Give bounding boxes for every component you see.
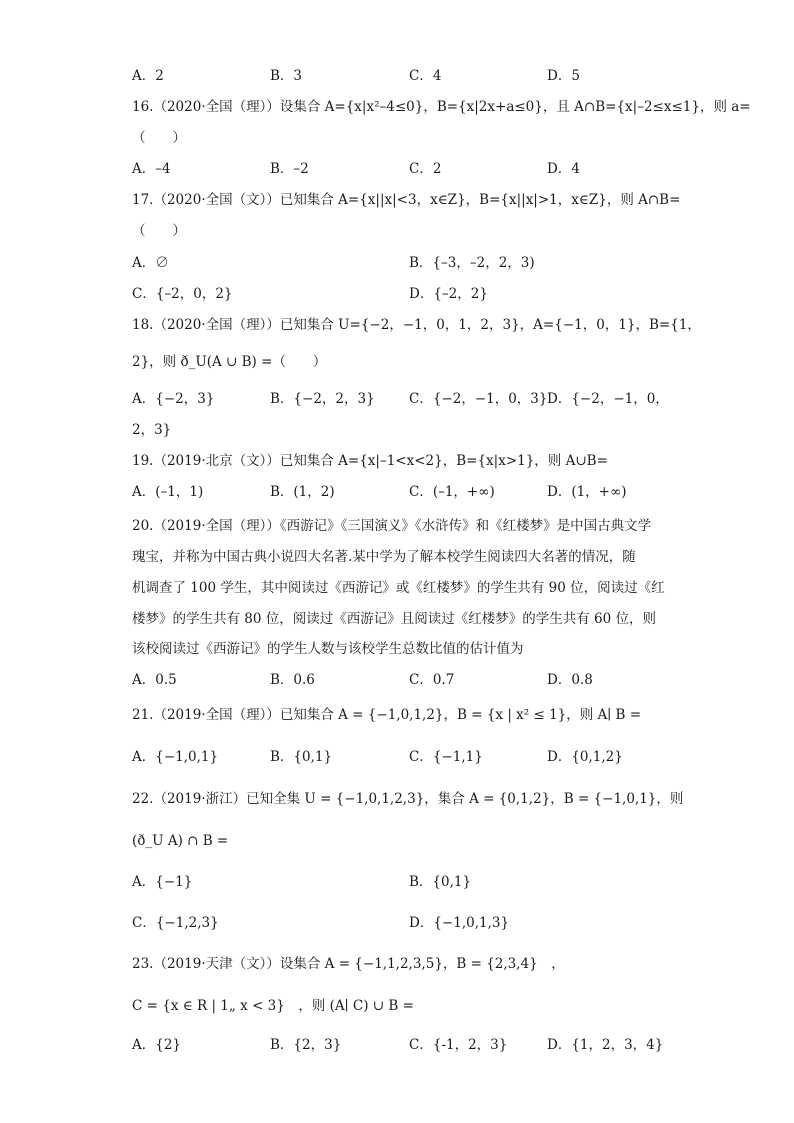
q19-option-a: A．(–1，1)	[132, 484, 204, 500]
q18-option-a: A．{−2，3}	[132, 391, 215, 407]
q20-stem-line-5: 该校阅读过《西游记》的学生人数与该校学生总数比值的估计值为	[132, 641, 524, 657]
q20-stem-line-1: 20.（2019·全国（理））《西游记》《三国演义》《水浒传》和《红楼梦》是中国古典文学	[132, 518, 652, 534]
q15-option-b: B．3	[270, 68, 303, 84]
q22-option-b: B．{0,1}	[409, 874, 472, 890]
q22-option-d: D．{−1,0,1,3}	[409, 915, 510, 931]
q18-option-c: C．{−2，−1，0，3}	[409, 391, 548, 407]
q21-option-a: A．{−1,0,1}	[132, 749, 219, 765]
q21-option-b: B．{0,1}	[270, 749, 333, 765]
q19-option-d: D．(1，+∞)	[547, 484, 627, 500]
q17-stem-line-2: （ ）	[132, 223, 186, 239]
q20-option-a: A．0.5	[132, 672, 177, 688]
q17-option-d: D．{–2，2}	[409, 286, 488, 302]
q16-stem-line-2: （ ）	[132, 130, 186, 146]
q16-option-a: A．–4	[132, 161, 171, 177]
q17-option-c: C．{–2，0，2}	[132, 286, 233, 302]
q18-option-d-continued: 2，3}	[132, 422, 172, 438]
q20-option-d: D．0.8	[547, 672, 593, 688]
q16-option-c: C．2	[409, 161, 442, 177]
q17-stem-line-1: 17.（2020·全国（文））已知集合 A={x||x|<3，x∈Z}，B={x||x|>1，x∈Z}，则 A∩B=	[132, 192, 681, 208]
q18-stem-line-1: 18.（2020·全国（理））已知集合 U={−2，−1，0，1，2，3}，A={−1，0，1}，B={1，	[132, 317, 701, 333]
q22-option-c: C．{−1,2,3}	[132, 915, 219, 931]
q23-option-b: B．{2，3}	[270, 1037, 342, 1053]
q20-stem-line-2: 瑰宝，并称为中国古典小说四大名著.某中学为了解本校学生阅读四大名著的情况，随	[132, 549, 636, 565]
q23-option-c: C．{-1，2，3}	[409, 1037, 508, 1053]
q16-stem-line-1: 16.（2020·全国（理））设集合 A={x|x²–4≤0}，B={x|2x+a≤0}，且 A∩B={x|–2≤x≤1}，则 a=	[132, 99, 751, 115]
q21-option-d: D．{0,1,2}	[547, 749, 623, 765]
q20-stem-line-3: 机调查了 100 学生，其中阅读过《西游记》或《红楼梦》的学生共有 90 位，阅读过《红	[132, 580, 665, 596]
q20-option-c: C．0.7	[409, 672, 455, 688]
q23-stem-line-1: 23.（2019·天津（文））设集合 A = {−1,1,2,3,5}，B = {2,3,4} ，	[132, 956, 565, 972]
q16-option-b: B．–2	[270, 161, 309, 177]
q19-option-c: C．(–1，+∞)	[409, 484, 495, 500]
q21-stem-line-1: 21.（2019·全国（理））已知集合 A = {−1,0,1,2}，B = {x | x² ≤ 1}，则 A∣ B =	[132, 707, 642, 723]
q16-option-d: D．4	[547, 161, 580, 177]
q21-option-c: C．{−1,1}	[409, 749, 483, 765]
q15-option-c: C．4	[409, 68, 442, 84]
q22-option-a: A．{−1}	[132, 874, 193, 890]
q17-option-b: B．{–3，–2，2，3)	[409, 255, 535, 271]
q22-stem-line-2: (ð_U A) ∩ B =	[132, 833, 229, 849]
q15-option-d: D．5	[547, 68, 580, 84]
q23-option-a: A．{2}	[132, 1037, 182, 1053]
q17-option-a: A．∅	[132, 255, 169, 271]
q18-option-b: B．{−2，2，3}	[270, 391, 375, 407]
q22-stem-line-1: 22.（2019·浙江）已知全集 U = {−1,0,1,2,3}，集合 A = {0,1,2}，B = {−1,0,1}，则	[132, 791, 684, 807]
q18-option-d: D．{−2，−1，0，	[547, 391, 669, 407]
q23-option-d: D．{1，2，3，4}	[547, 1037, 664, 1053]
q19-stem-line-1: 19.（2019·北京（文））已知集合 A={x|–1<x<2}，B={x|x>1}，则 A∪B=	[132, 453, 608, 469]
q18-stem-line-2: 2}，则 ð_U(A ∪ B) =（ ）	[132, 354, 327, 370]
q20-option-b: B．0.6	[270, 672, 315, 688]
q20-stem-line-4: 楼梦》的学生共有 80 位，阅读过《西游记》且阅读过《红楼梦》的学生共有 60 位，则	[132, 611, 657, 627]
q19-option-b: B．(1，2)	[270, 484, 335, 500]
q23-stem-line-2: C = {x ∈ R | 1„ x < 3} ，则 (A∣ C) ∪ B =	[132, 998, 414, 1014]
q15-option-a: A．2	[132, 68, 164, 84]
